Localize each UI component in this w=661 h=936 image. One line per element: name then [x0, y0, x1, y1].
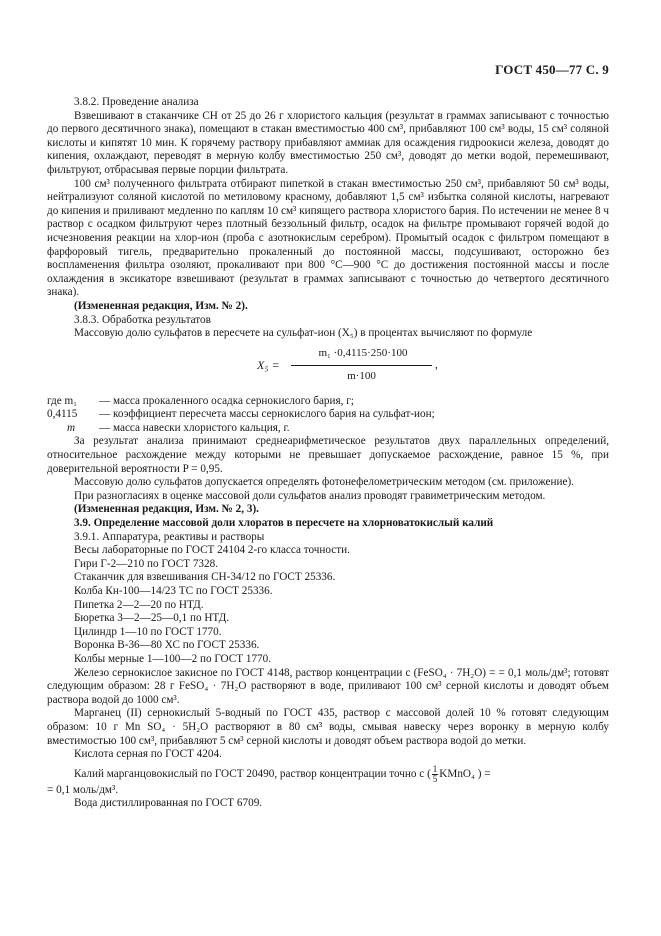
paragraph-distilled-water: Вода дистиллированная по ГОСТ 6709.: [74, 797, 263, 810]
document-body: [47, 96, 609, 811]
section-3-9-title: 3.9. Определение массовой доли хлоратов в пересчете на хлорноватокислый калий: [74, 517, 494, 530]
paragraph-iron-sulfate: Железо сернокислое закисное по ГОСТ 4148, раствор концентрации c (FeSO₄ · 7H₂O) = = 0,1 моль/дм³; готовят следующим образом: 28 г FeSO₄ · 7H₂O растворяют в воде, приливают 100 см³ серной кислоты и доводят объем раствора водой до 1000 см³.: [47, 666, 609, 706]
paragraph-disagreement: При разногласиях в оценке массовой доли сульфатов анализ проводят гравиметрическим методом.: [74, 489, 546, 502]
list-item: Стаканчик для взвешивания СН-34/12 по ГОСТ 25336.: [74, 571, 336, 584]
list-item: Колбы мерные 1—100—2 по ГОСТ 1770.: [74, 652, 272, 665]
where-desc: — коэффициент пересчета массы сернокислого бария на сульфат-ион;: [99, 408, 435, 421]
paragraph-permanganate-concentration: = 0,1 моль/дм³.: [47, 783, 119, 796]
page-header: ГОСТ 450—77 С. 9: [495, 62, 609, 77]
fraction-bar: [291, 365, 432, 366]
paragraph-photonephelometric: Массовую долю сульфатов допускается определять фотонефелометрическим методом (см. приложение).: [74, 476, 574, 489]
list-item: Цилиндр 1—10 по ГОСТ 1770.: [74, 625, 222, 638]
edit-note-2: (Измененная редакция, Изм. № 2, 3).: [74, 503, 259, 516]
paragraph-filtrate: 100 см³ полученного фильтрата отбирают пипеткой в стакан вместимостью 250 см³, прибавляют 50 см³ воды, нейтрализуют соляной кислотой по метиловому красному, добавляют 1,5 см³ избытка соляной кислоты, нагревают до кипения и приливают медленно по каплям 10 см³ кипящего раствора хлористого бария. По истечении не менее 8 ч раствор с осадком фильтруют через плотный беззольный фильтр, осадок на фильтре промывают горячей водой до исчезновения реакции на хлор-ион (проба с азотнокислым серебром). Промытый осадок с фильтром помещают в фарфоровый тигель, предварительно прокаленный до постоянной массы, подсушивают, осторожно без воспламенения фильтра озоляют, прокаливают при 800 °С—900 °С до достижения постоянной массы и после охлаждения в эксикаторе взвешивают (результат в граммах записывают с точностью до четвертого десятичного знака).: [47, 177, 609, 299]
list-item: Колба Кн-100—14/23 ТС по ГОСТ 25336.: [74, 585, 273, 597]
fraction-one-fifth: [432, 765, 439, 784]
fraction-denominator: 5: [432, 773, 438, 784]
permanganate-formula: KMnO₄ ) =: [439, 767, 491, 780]
section-3-8-2-title: 3.8.2. Проведение анализа: [74, 96, 199, 108]
list-item: Пипетка 2—2—20 по НТД.: [74, 598, 204, 611]
paragraph-weighing: Взвешивают в стаканчике СН от 25 до 26 г хлористого кальция (результат в граммах записывают с точностью до первого десятичного знака), помещают в стакан вместимостью 400 см³, прибавляют 100 см³ воды, 15 см³ соляной кислоты и кипятят 10 мин. К горячему раствору прибавляют аммиак для осаждения гидроокиси железа, доводят до кипения, охлаждают, переводят в мерную колбу вместимостью 250 см³, доводят до метки водой, перемешивают, фильтруют, отбрасывая первые порции фильтрата.: [47, 109, 609, 176]
paragraph-permanganate: [47, 765, 609, 784]
where-key: 0,4115: [47, 408, 78, 421]
where-row: [47, 408, 609, 422]
where-desc: — масса навески хлористого кальция, г.: [99, 421, 290, 434]
formula-sulfate: [47, 343, 609, 391]
paragraph-sulfuric-acid: Кислота серная по ГОСТ 4204.: [74, 748, 222, 761]
where-desc: — масса прокаленного осадка сернокислого бария, г;: [99, 394, 354, 407]
formula-denominator: m·100: [347, 369, 376, 382]
section-3-9-1-title: 3.9.1. Аппаратура, реактивы и растворы: [74, 530, 265, 543]
list-item: Воронка В-36—80 ХС по ГОСТ 25336.: [74, 639, 260, 652]
list-item: Бюретка 3—2—25—0,1 по НТД.: [74, 612, 229, 625]
edit-note-1: (Измененная редакция, Изм. № 2).: [74, 299, 248, 312]
list-item: Весы лабораторные по ГОСТ 24104 2-го класса точности.: [74, 544, 350, 557]
paragraph-result: За результат анализа принимают среднеарифметическое результатов двух параллельных определений, относительное расхождение между которыми не превышает допускаемое расхождение, равное 15 %, при доверительной вероятности P = 0,95.: [47, 435, 609, 475]
formula-tail: ,: [435, 358, 438, 371]
fraction-numerator: 1: [432, 763, 438, 774]
formula-lhs: X₅ =: [257, 357, 280, 372]
where-key: где m₁: [47, 394, 78, 407]
paragraph-formula-intro: Массовую долю сульфатов в пересчете на сульфат-ион (X₅) в процентах вычисляют по формуле: [74, 327, 533, 340]
where-key: m: [67, 421, 76, 434]
where-row: [47, 395, 609, 409]
permanganate-text: Калий марганцовокислый по ГОСТ 20490, раствор концентрации точно c (: [74, 767, 431, 780]
section-3-8-3-title: 3.8.3. Обработка результатов: [74, 313, 211, 326]
list-item: Гири Г-2—210 по ГОСТ 7328.: [74, 557, 219, 570]
where-row: [47, 422, 609, 436]
formula-numerator: m₁ ·0,4115·250·100: [318, 346, 408, 359]
paragraph-manganese-sulfate: Марганец (II) сернокислый 5-водный по ГОСТ 435, раствор с массовой долей 10 % готовят следующим образом: 10 г Mn SO₄ · 5H₂O растворяют в 80 см³ воды, смывая навеску через воронку в мерную колбу вместимостью 100 см³, прибавляют 5 см³ серной кислоты и доводят объем раствора водой до метки.: [47, 707, 609, 747]
